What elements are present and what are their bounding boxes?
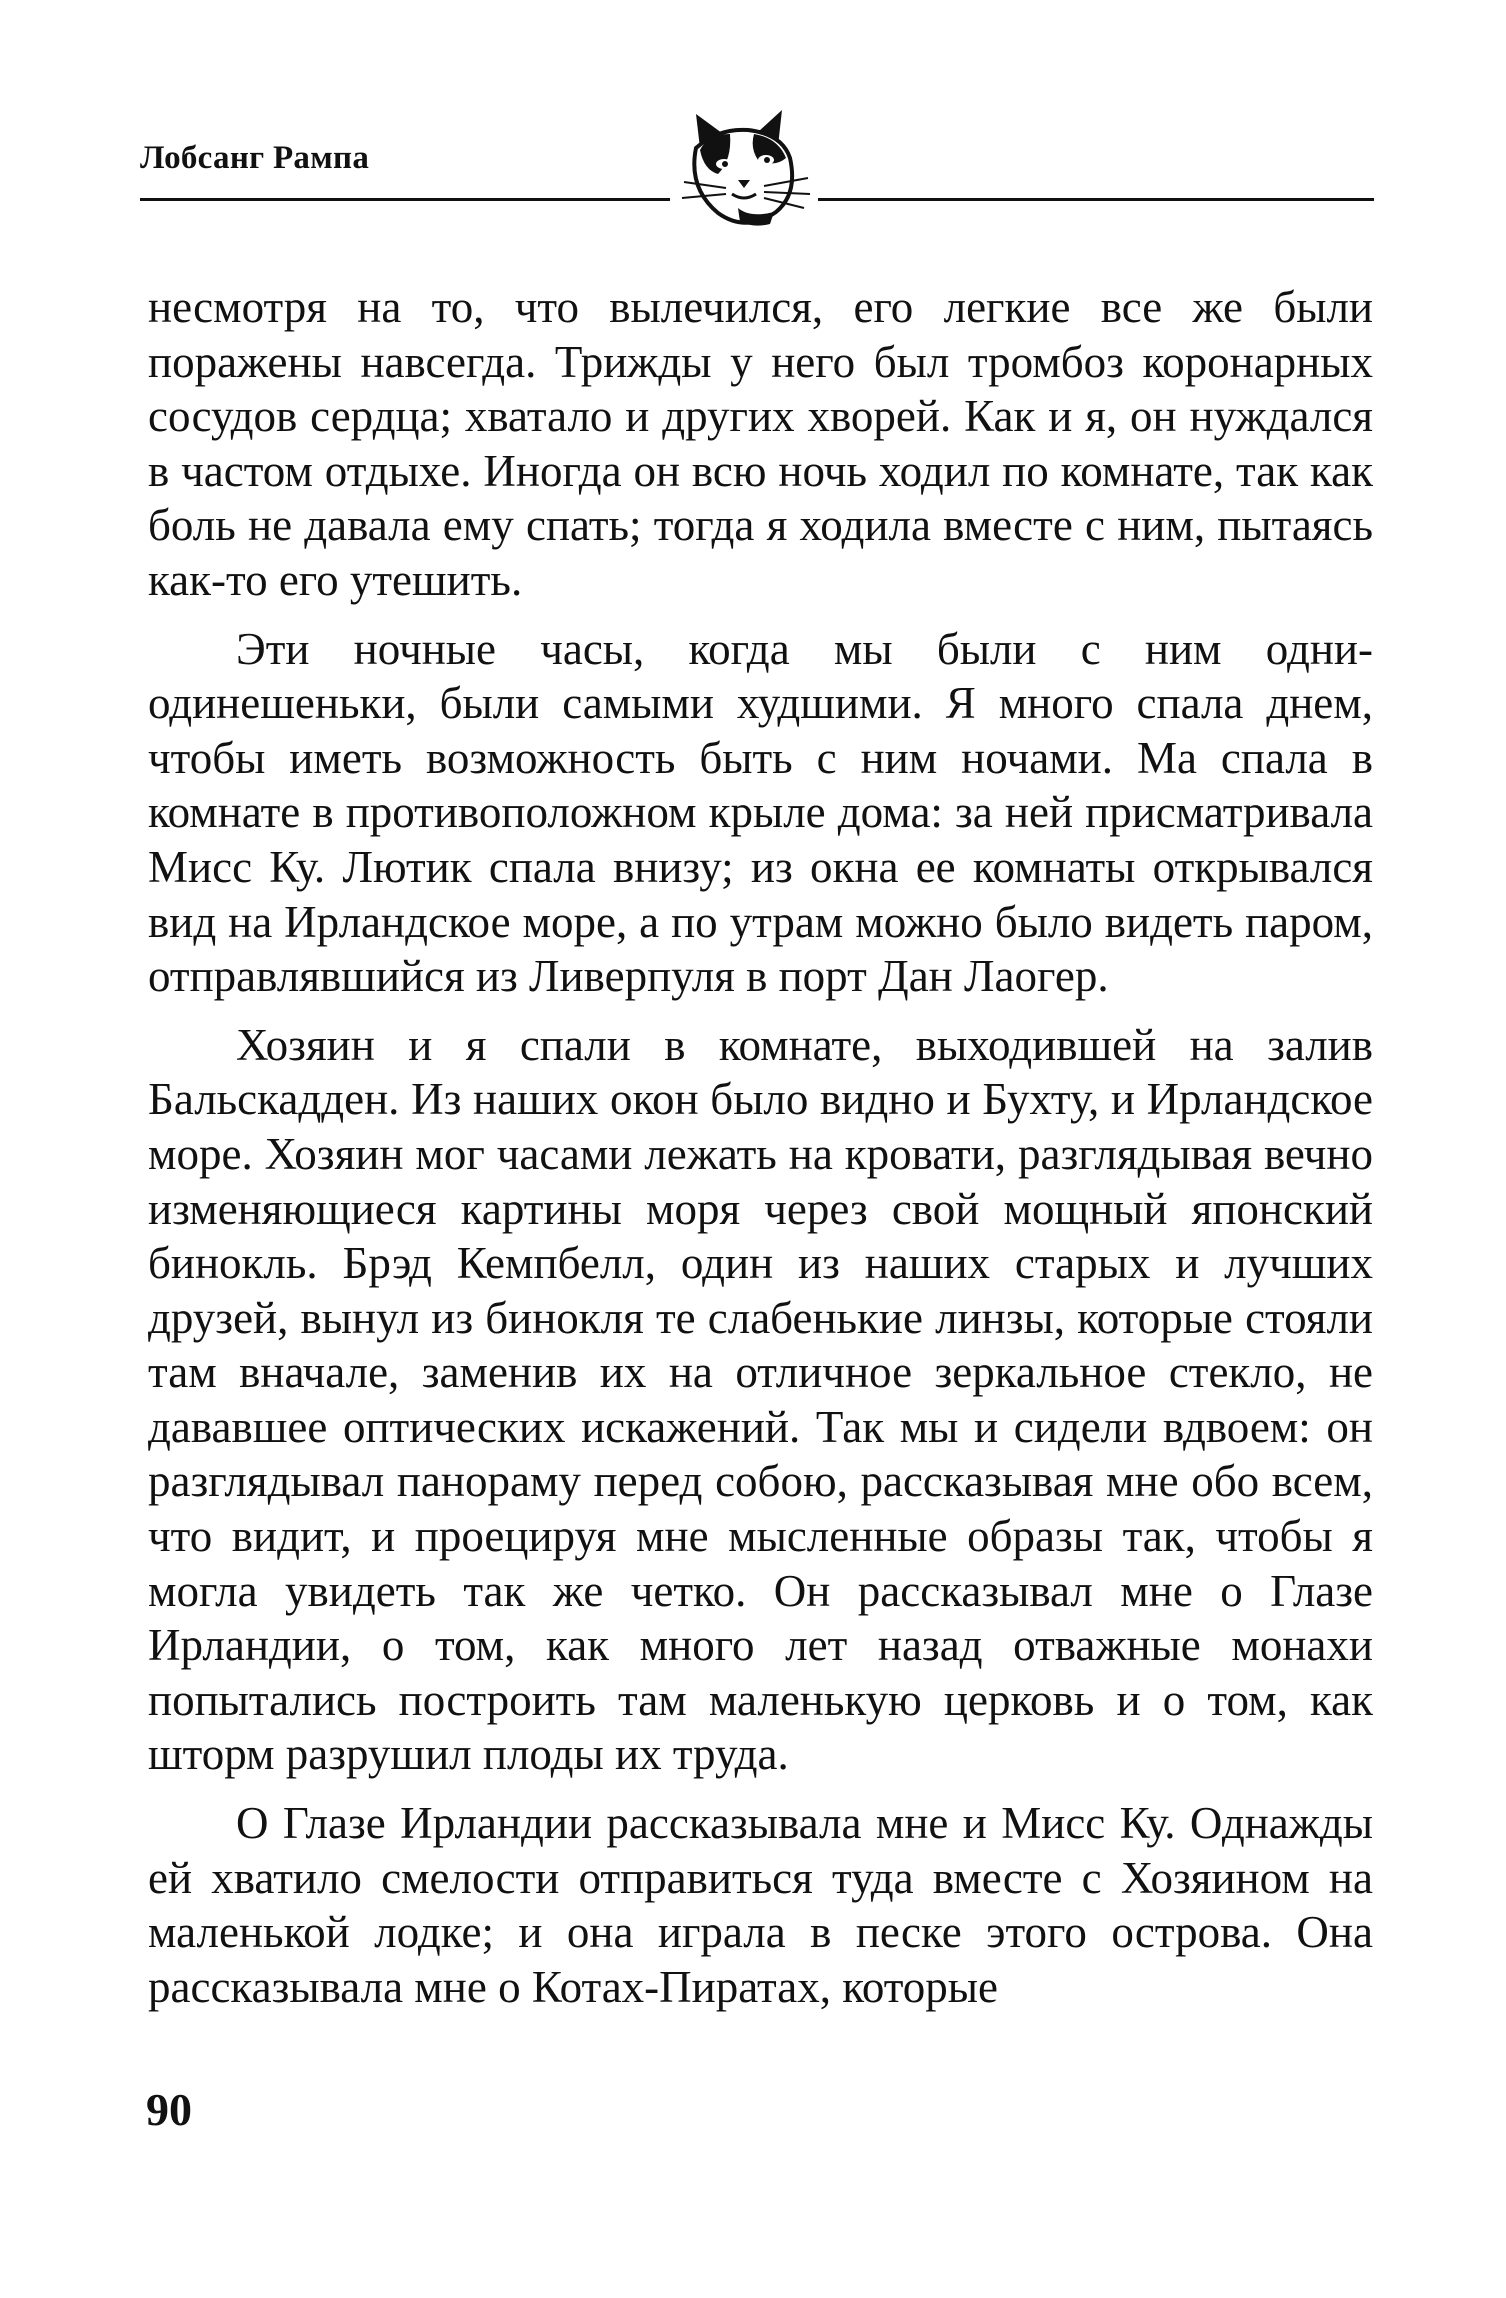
- body-text: [148, 280, 1373, 2028]
- paragraph-2: Эти ночные часы, когда мы были с ним одни-одинешеньки, были самыми худшими. Я много спала днем, чтобы иметь возможность быть с ним ночами. Ма спала в комнате в противоположном крыле дома: за ней присматривала Мисс Ку. Лютик спала внизу; из окна ее комнаты открывался вид на Ирландское море, а по утрам можно было видеть паром, отправлявшийся из Ливерпуля в порт Дан Лаогер.: [148, 623, 1373, 1002]
- header-rule-left: [140, 198, 670, 201]
- paragraph-1: несмотря на то, что вылечился, его легкие все же были поражены навсегда. Трижды у него был тромбоз коронарных сосудов сердца; хватало и других хворей. Как и я, он нуждался в частом отдыхе. Иногда он всю ночь ходил по комнате, так как боль не давала ему спать; тогда я ходила вместе с ним, пытаясь как-то его утешить.: [148, 282, 1373, 605]
- paragraph-3: Хозяин и я спали в комнате, выходившей на залив Бальскадден. Из наших окон было видно и Бухту, и Ирландское море. Хозяин мог часами лежать на кровати, разглядывая вечно изменяющиеся картины моря через свой мощный японский бинокль. Брэд Кемпбелл, один из наших старых и лучших друзей, вынул из бинокля те слабенькие линзы, которые стояли там вначале, заменив их на отличное зеркальное стекло, не дававшее оптических искажений. Так мы и сидели вдвоем: он разглядывал панораму перед собою, рассказывая мне обо всем, что видит, и проецируя мне мысленные образы так, чтобы я могла увидеть так же четко. Он рассказывал мне о Глазе Ирландии, о том, как много лет назад отважные монахи попытались построить там маленькую церковь и о том, как шторм разрушил плоды их труда.: [148, 1019, 1373, 1780]
- page-number: 90: [146, 2084, 192, 2135]
- header-rule-right: [818, 198, 1374, 201]
- cat-face-icon: [678, 108, 813, 233]
- header-author: Лобсанг Рампа: [140, 140, 370, 176]
- paragraph-4: О Глазе Ирландии рассказывала мне и Мисс Ку. Однажды ей хватило смелости отправиться туда вместе с Хозяином на маленькой лодке; и она играла в песке этого острова. Она рассказывала мне о Котах-Пиратах, которые: [148, 1798, 1373, 2012]
